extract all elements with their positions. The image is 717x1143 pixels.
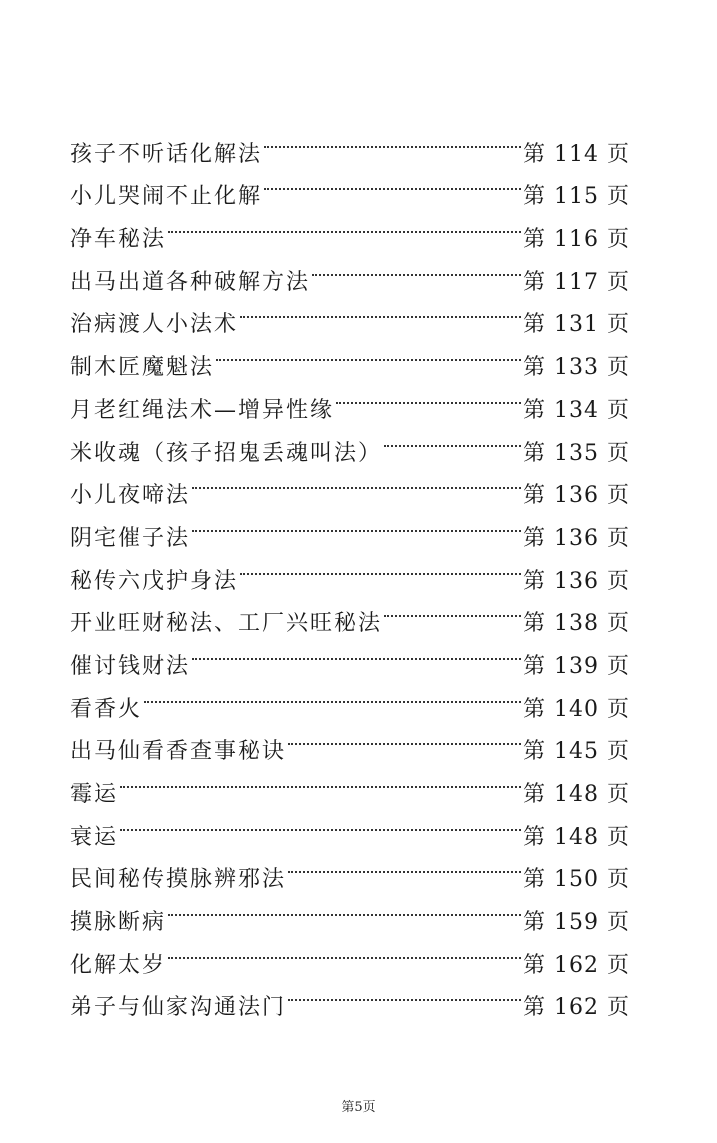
toc-entry-page: 第 148 页 [523, 824, 630, 850]
toc-dot-leader [144, 673, 521, 716]
toc-dot-leader [120, 801, 521, 844]
toc-entry-title: 催讨钱财法 [70, 653, 191, 679]
toc-dot-leader [168, 203, 521, 246]
toc-entry-title: 孩子不听话化解法 [70, 141, 263, 167]
toc-entry-title: 衰运 [70, 824, 119, 850]
page-number: 第5页 [341, 1100, 376, 1115]
toc-entry-page: 第 145 页 [523, 739, 630, 765]
toc-entry-page: 第 131 页 [523, 312, 630, 338]
toc-dot-leader [168, 929, 521, 972]
toc-entry-page: 第 136 页 [523, 568, 630, 594]
toc-entry-title: 出马出道各种破解方法 [70, 269, 311, 295]
toc-entry-page: 第 138 页 [523, 611, 630, 637]
toc-entry-page: 第 136 页 [523, 525, 630, 551]
toc-entry-title: 阴宅催子法 [70, 525, 191, 551]
toc-entry-page: 第 136 页 [523, 483, 630, 509]
toc-entry-title: 开业旺财秘法、工厂兴旺秘法 [70, 611, 383, 637]
toc-dot-leader [288, 716, 521, 759]
toc-entry-page: 第 133 页 [523, 355, 630, 381]
toc-entry-title: 看香火 [70, 696, 143, 722]
toc-dot-leader [264, 118, 521, 161]
toc-dot-leader [264, 161, 521, 204]
toc-entry-page: 第 115 页 [523, 184, 630, 210]
toc-dot-leader [216, 331, 521, 374]
toc-entry-title: 制木匠魔魁法 [70, 355, 215, 381]
toc-dot-leader [192, 630, 521, 673]
toc-entry-title: 净车秘法 [70, 227, 167, 253]
toc-entry-title: 摸脉断病 [70, 910, 167, 936]
toc-entry-page: 第 159 页 [523, 910, 630, 936]
toc-entry-page: 第 134 页 [523, 397, 630, 423]
toc-entry-title: 小儿夜啼法 [70, 483, 191, 509]
toc-dot-leader [120, 758, 521, 801]
toc-dot-leader [384, 417, 521, 460]
toc-entry-title: 小儿哭闹不止化解 [70, 184, 263, 210]
toc-entry-title: 民间秘传摸脉辨邪法 [70, 867, 287, 893]
toc-dot-leader [192, 502, 521, 545]
toc-dot-leader [288, 844, 521, 887]
toc-entry-title: 米收魂（孩子招鬼丢魂叫法） [70, 440, 383, 466]
toc-entry-page: 第 162 页 [523, 952, 630, 978]
toc-entry [70, 118, 630, 167]
toc-entry-page: 第 114 页 [523, 141, 630, 167]
toc-entry-page: 第 140 页 [523, 696, 630, 722]
toc-entry-page: 第 117 页 [523, 269, 630, 295]
toc-entry-page: 第 135 页 [523, 440, 630, 466]
toc-entry-title: 治病渡人小法术 [70, 312, 239, 338]
toc-entry-title: 霉运 [70, 782, 119, 807]
toc-entry-page: 第 148 页 [523, 782, 630, 807]
toc-entry-title: 弟子与仙家沟通法门 [70, 995, 287, 1021]
toc-entry-title: 出马仙看香查事秘诀 [70, 739, 287, 765]
toc-entry-page: 第 116 页 [523, 227, 630, 253]
toc-entry-title: 秘传六戊护身法 [70, 568, 239, 594]
toc-dot-leader [240, 289, 521, 332]
toc-dot-leader [240, 545, 521, 588]
toc-entry-title: 化解太岁 [70, 952, 167, 978]
toc-entry-title: 月老红绳法术—增异性缘 [70, 397, 335, 423]
toc-entry-page: 第 162 页 [523, 995, 630, 1021]
toc-dot-leader [384, 588, 521, 631]
toc-dot-leader [168, 886, 521, 929]
toc-dot-leader [336, 374, 521, 417]
toc-dot-leader [312, 246, 521, 289]
toc-entry-page: 第 150 页 [523, 867, 630, 893]
table-of-contents [70, 118, 630, 1021]
toc-entry-page: 第 139 页 [523, 653, 630, 679]
toc-dot-leader [192, 460, 521, 503]
toc-dot-leader [288, 972, 521, 1015]
